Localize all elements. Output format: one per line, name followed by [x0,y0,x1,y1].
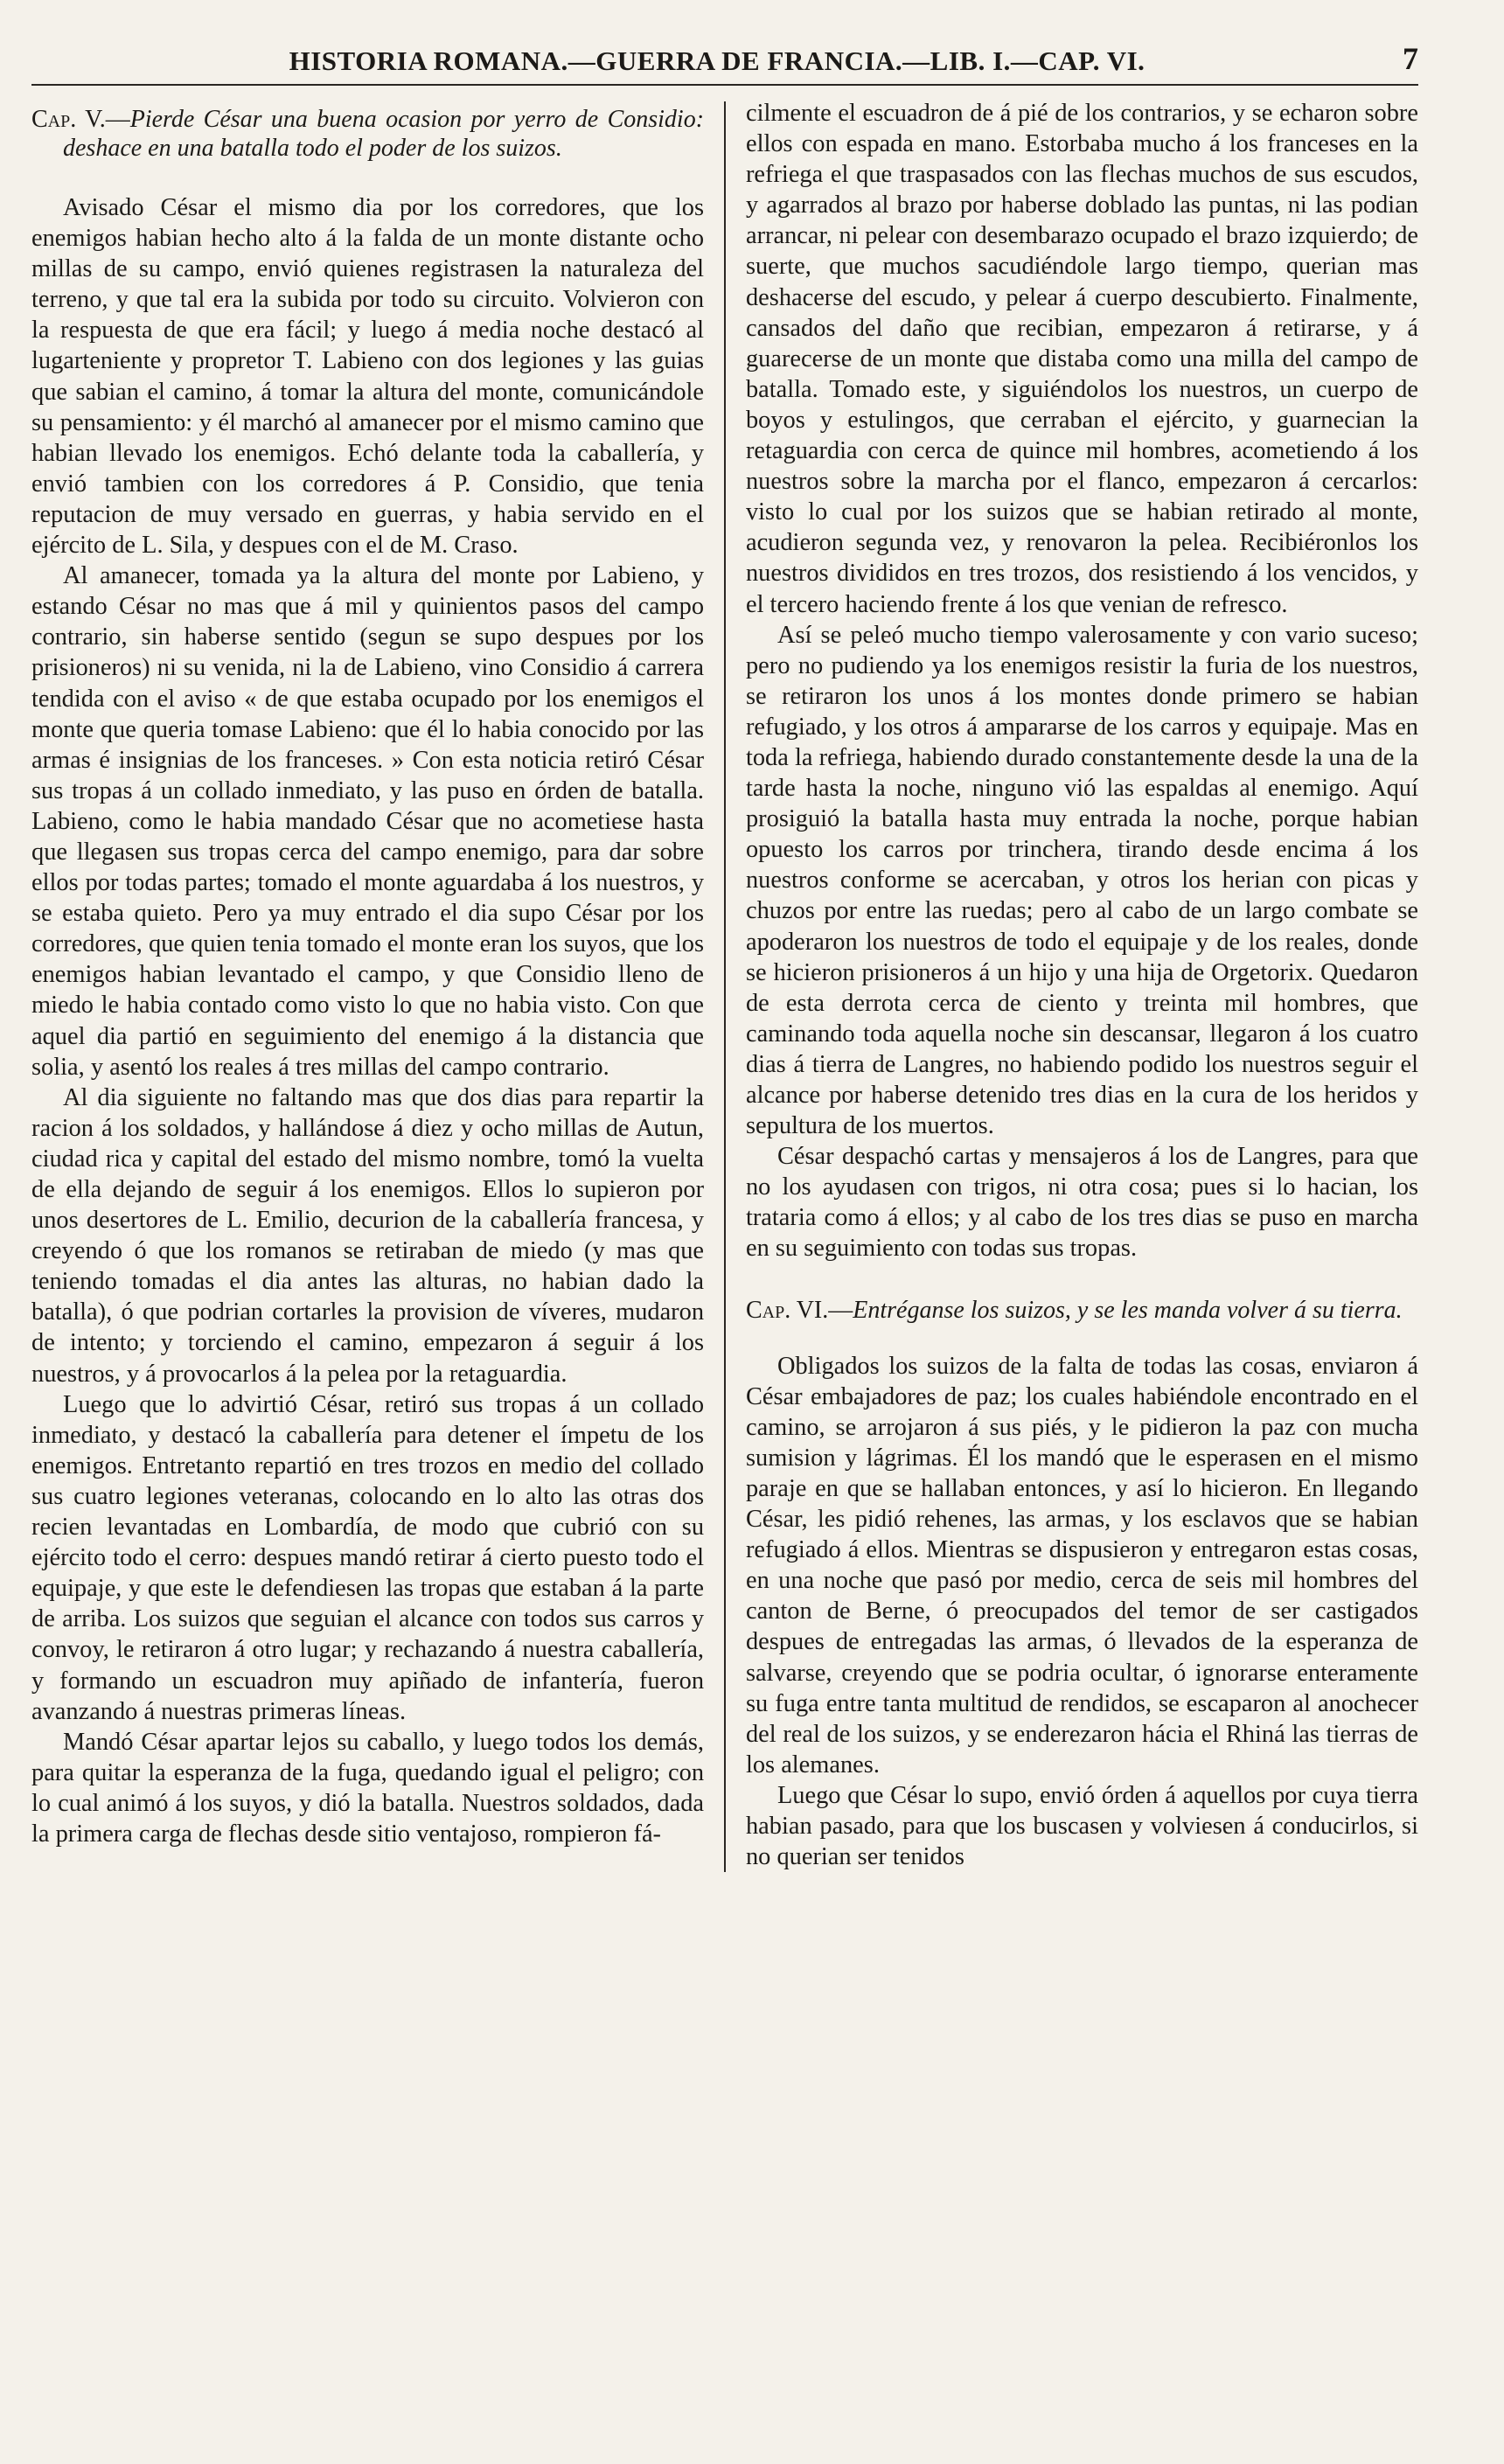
column-rule [724,101,726,1872]
right-column [746,98,1418,1872]
running-head [31,28,1418,86]
chapter-title: Pierde César una buena ocasion por yerro de Considio: deshace en una batalla todo el poder de los suizos. [63,106,705,162]
chapter-heading-vi [746,1296,1418,1325]
running-title: HISTORIA ROMANA.—GUERRA DE FRANCIA.—LIB. I.—CAP. VI. [289,45,1145,76]
page-number: 7 [1403,41,1418,76]
chapter-number: Cap. VI.— [745,1296,853,1324]
paragraph: Al dia siguiente no faltando mas que dos dias para repartir la racion á los soldados, y hallándose á diez y ocho millas de Autun, ciudad rica y capital del estado del mismo nombre, tomó la vuelta de ella dejando de seguir á los enemigos. Ellos lo supieron por unos desertores de L. Emilio, decurion de la caballería francesa, y creyendo ó que los romanos se retiraban de miedo (y mas que teniendo tomadas el dia antes las alturas, no habian dado la batalla), ó que podrian cortarles la provision de víveres, mudaron de intento; y torciendo el camino, empezaron á seguir á los nuestros, y á provocarlos á la pelea por la retaguardia. [31,1083,705,1388]
text-columns [31,98,1418,1872]
paragraph: Avisado César el mismo dia por los corredores, que los enemigos habian hecho alto á la falda de un monte distante ocho millas de su campo, envió quienes registrasen la naturaleza del terreno, y que tal era la subida por todo su circuito. Volvieron con la respuesta de que era fácil; y luego á media noche destacó al lugarteniente y propretor T. Labieno con dos legiones y las guias que sabian el camino, á tomar la altura del monte, comunicándole su pensamiento: y él marchó al amanecer por el mismo camino que habian llevado los enemigos. Echó delante toda la caballería, y envió tambien con los corredores á P. Considio, que tenia reputacion de muy versado en guerras, y habia servido en el ejército de L. Sila, y despues con el de M. Craso. [31,194,705,560]
paragraph: Mandó César apartar lejos su caballo, y luego todos los demás, para quitar la esperanza de la fuga, quedando igual el peligro; con lo cual animó á los suyos, y dió la batalla. Nuestros soldados, dada la primera carga de flechas desde sitio ventajoso, rompieron fá- [31,1728,705,1848]
chapter-title: Entréganse los suizos, y se les manda volver á su tierra. [853,1296,1403,1324]
paragraph: César despachó cartas y mensajeros á los de Langres, para que no los ayudasen con trigos, ni otra cosa; pues si lo hacian, los trataria como á ellos; y al cabo de los tres dias se puso en marcha en su seguimiento con todas sus tropas. [745,1143,1418,1263]
paragraph: Al amanecer, tomada ya la altura del monte por Labieno, y estando César no mas que á mil y quinientos pasos del campo contrario, sin haberse sentido (segun se supo despues por los prisioneros) ni su venida, ni la de Labieno, vino Considio á carrera tendida con el aviso « de que estaba ocupado por los enemigos el monte que queria tomase Labieno: que él lo habia conocido por las armas é insignias de los franceses. » Con esta noticia retiró César sus tropas á un collado inmediato, y las puso en órden de batalla. Labieno, como le habia mandado César que no acometiese hasta que llegasen sus tropas cerca del campo enemigo, para dar sobre ellos por todas partes; tomado el monte aguardaba á los nuestros, y se estaba quieto. Pero ya muy entrado el dia supo César por los corredores, que quien tenia tomado el monte eran los suyos, que los enemigos habian levantado el campo, y que Considio lleno de miedo le habia contado como visto lo que no habia visto. Con que aquel dia partió en seguimiento del enemigo á la distancia que solia, y asentó los reales á tres millas del campo contrario. [31,562,705,1081]
paragraph: Luego que lo advirtió César, retiró sus tropas á un collado inmediato, y destacó la caballería para detener el ímpetu de los enemigos. Entretanto repartió en tres trozos en medio del collado sus cuatro legiones veteranas, colocando en lo alto las otras dos recien levantadas en Lombardía, de modo que cubrió con su ejército todo el cerro: despues mandó retirar á cierto puesto todo el equipaje, y que este le defendiesen las tropas que estaban á la parte de arriba. Los suizos que seguian el alcance con todos sus carros y convoy, le retiraron á otro lugar; y rechazando á nuestra caballería, y formando un escuadron muy apiñado de infantería, fueron avanzando á nuestras primeras líneas. [31,1390,705,1725]
paragraph: Así se peleó mucho tiempo valerosamente y con vario suceso; pero no pudiendo ya los enemigos resistir la furia de los nuestros, se retiraron los unos á los montes donde primero se habian refugiado, y los otros á ampararse de los carros y equipaje. Mas en toda la refriega, habiendo durado constantemente desde la una de la tarde hasta la noche, ninguno vió las espaldas al enemigo. Aquí prosiguió la batalla hasta muy entrada la noche, porque habian opuesto los carros por trinchera, tirando desde encima á los nuestros conforme se acercaban, y otros los herian con picas y chuzos por entre las ruedas; pero al cabo de un largo combate se apoderaron los nuestros de todo el equipaje y de los reales, donde se hicieron prisioneros á un hijo y una hija de Orgetorix. Quedaron de esta derrota cerca de ciento y treinta mil hombres, que caminando toda aquella noche sin descansar, llegaron á los cuatro dias á tierra de Langres, no habiendo podido los nuestros seguir el alcance por haberse detenido tres dias en la cura de los heridos y sepultura de los muertos. [745,621,1418,1140]
chapter-number: Cap. V.— [31,106,130,133]
paragraph: Luego que César lo supo, envió órden á aquellos por cuya tierra habian pasado, para que los buscasen y volviesen á conducirlos, si no querian ser tenidos [745,1781,1418,1871]
paragraph: cilmente el escuadron de á pié de los contrarios, y se echaron sobre ellos con espada en mano. Estorbaba mucho á los franceses en la refriega el que traspasados con las flechas muchos de sus escudos, y agarrados al brazo por haberse doblado las puntas, ni las podian arrancar, ni pelear con desembarazo ocupado el brazo izquierdo; de suerte, que muchos sacudiéndole largo tiempo, querian mas deshacerse del escudo, y pelear á cuerpo descubierto. Finalmente, cansados del daño que recibian, empezaron á retirarse, y á guarecerse de un monte que distaba como una milla del campo de batalla. Tomado este, y siguiéndolos los nuestros, un cuerpo de boyos y estulingos, que cerraban el ejército, y guarnecian la retaguardia con cerca de quince mil hombres, acometiendo á los nuestros sobre la marcha por el flanco, empezaron á cercarlos: visto lo cual por los suizos que se habian retirado al monte, acudieron segunda vez, y renovaron la pelea. Recibiéronlos los nuestros divididos en tres trozos, dos resistiendo á los vencidos, y el tercero haciendo frente á los que venian de refresco. [745,100,1418,618]
left-column [31,105,704,1872]
chapter-heading-v [31,105,704,163]
paragraph: Obligados los suizos de la falta de todas las cosas, enviaron á César embajadores de paz; los cuales habiéndole encontrado en el camino, se arrojaron á sus piés, y le pidieron la paz con mucha sumision y lágrimas. Él los mandó que le esperasen en el mismo paraje en que se hallaban entonces, y así lo hicieron. En llegando César, les pidió rehenes, las armas, y los esclavos que se habian refugiado á ellos. Mientras se dispusieron y entregaron estas cosas, en una noche que pasó por medio, cerca de seis mil hombres del canton de Berne, ó preocupados del temor de ser castigados despues de entregadas las armas, ó llevados de la esperanza de salvarse, creyendo que se podria ocultar, ó ignorarse enteramente su fuga entre tanta multitud de rendidos, se escaparon al anochecer del real de los suizos, y se enderezaron hácia el Rhiná las tierras de los alemanes. [745,1352,1418,1778]
